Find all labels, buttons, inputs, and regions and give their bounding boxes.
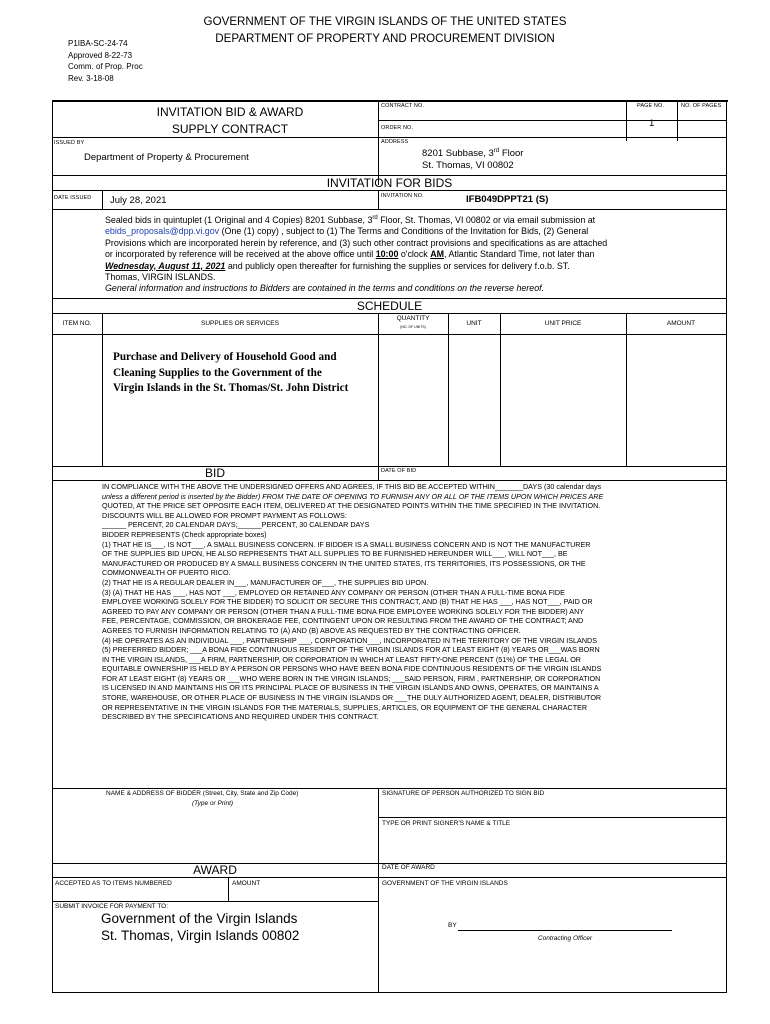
bid-line: OR REPRESENTATIVE IN THE VIRGIN ISLANDS FOR THE MATERIALS, SUPPLIES, ARTICLES, OR EQUIPMENT OF THE GENERAL CHARACTER — [102, 702, 588, 712]
date-of-award-label: DATE OF AWARD — [382, 864, 435, 871]
item-description — [113, 350, 348, 397]
col-unit: UNIT — [466, 320, 482, 327]
col-quantity-sub: (NO. OF UNITS) — [400, 325, 426, 329]
bid-line: AGREES TO FURNISH INFORMATION RELATING TO (A) AND (B) ABOVE AS REQUESTED BY THE CONTRACTING OFFICER. — [102, 625, 521, 635]
contracting-officer-label: Contracting Officer — [537, 935, 593, 942]
address-line-1: 8201 Subbase, 3rd Floor — [422, 148, 524, 160]
bidder-name-address-field[interactable] — [56, 812, 374, 858]
amount-label: AMOUNT — [232, 880, 261, 887]
invitation-no-value: IFB049DPPT21 (S) — [466, 194, 549, 205]
bid-line: MANUFACTURED OR PRODUCED BY A SMALL BUSINESS CONCERN IN THE UNITED STATES, ITS TERRITORIES, ITS POSSESSIONS, OR THE — [102, 558, 586, 568]
signature-label: SIGNATURE OF PERSON AUTHORIZED TO SIGN BID — [382, 790, 545, 797]
by-label: BY — [448, 922, 457, 929]
col-amount: AMOUNT — [666, 320, 696, 327]
schedule-title: SCHEDULE — [356, 299, 423, 313]
bid-line: COMMONWEALTH OF PUERTO RICO. — [102, 568, 231, 578]
order-no-label: ORDER NO. — [381, 125, 414, 131]
date-issued-label: DATE ISSUED — [54, 195, 92, 201]
bid-line: IN THE VIRGIN ISLANDS, ___A FIRM, PARTNERSHIP, OR CORPORATION IN WHICH AT LEAST FIFTY-ONE PERCENT (51%) OF THE LEGAL OR — [102, 654, 581, 664]
award-title: AWARD — [193, 863, 237, 877]
accepted-items-label: ACCEPTED AS TO ITEMS NUMBERED — [55, 880, 172, 887]
form-meta-line: Approved 8-22-73 — [68, 50, 133, 60]
form-meta — [68, 38, 143, 84]
invitation-line: Provisions which are incorporated herein by reference, and (3) such other contract provisions and specifications as are attached — [105, 237, 608, 248]
header-line-2: DEPARTMENT OF PROPERTY AND PROCUREMENT DIVISION — [215, 31, 555, 45]
govt-vi-label: GOVERNMENT OF THE VIRGIN ISLANDS — [382, 880, 508, 887]
form-meta-line: P1IBA-SC-24-74 — [68, 39, 128, 48]
signature-field[interactable] — [382, 798, 722, 816]
invitation-line: Wednesday, August 11, 2021 and publicly open thereafter for furnishing the supplies or services for delivery f.o.b. ST. — [105, 260, 570, 271]
item-description-line: Purchase and Delivery of Household Good and — [113, 351, 337, 363]
bid-line: (3) (A) THAT HE HAS ___, HAS NOT ___, EMPLOYED OR RETAINED ANY COMPANY OR PERSON (OTHER THAN A FULL-TIME BONA FIDE — [102, 587, 565, 597]
date-of-bid-label: DATE OF BID — [381, 468, 417, 474]
form-title-line-2: SUPPLY CONTRACT — [171, 122, 289, 136]
form-title — [110, 104, 350, 138]
bid-terms — [102, 482, 722, 722]
issued-by-value: Department of Property & Procurement — [84, 152, 249, 163]
header-line-1: GOVERNMENT OF THE VIRGIN ISLANDS OF THE UNITED STATES — [203, 15, 567, 28]
invoice-address — [101, 911, 299, 944]
bid-line: FOR AT LEAST EIGHT (8) YEARS OR ___WHO WERE BORN IN THE VIRGIN ISLANDS; ___SAID PERSON, FIRM , PARTNERSHIP, OR CORPORATION — [102, 673, 601, 683]
invitation-section-title: INVITATION FOR BIDS — [326, 176, 453, 190]
document-header — [150, 14, 620, 47]
invoice-address-line: Government of the Virgin Islands — [101, 911, 298, 926]
item-description-line: Virgin Islands in the St. Thomas/St. John District — [113, 382, 349, 394]
date-issued-value: July 28, 2021 — [110, 195, 167, 206]
bid-line: ______ PERCENT, 20 CALENDAR DAYS;______PERCENT, 30 CALENDAR DAYS — [102, 520, 370, 530]
bid-line: OF THE SUPPLIES BID UPON, HE ALSO REPRESENTS THAT ALL SUPPLIES TO BE FURNISHED HEREUNDER WILL___, WILL NOT___, BE — [102, 549, 568, 559]
bid-title: BID — [204, 466, 225, 480]
bid-line: STORE, WAREHOUSE, OR OTHER PLACE OF BUSINESS IN THE VIRGIN ISLANDS OR ___THE DULY AUTHORIZED AGENT, DEALER, DISTRIBUTOR — [102, 693, 602, 703]
bid-line: (2) THAT HE IS A REGULAR DEALER IN___, MANUFACTURER OF___, THE SUPPLIES BID UPON. — [102, 577, 429, 587]
bidder-name-address-label: NAME & ADDRESS OF BIDDER (Street, City, State and Zip Code) — [106, 790, 299, 797]
invoice-address-line: St. Thomas, Virgin Islands 00802 — [101, 927, 300, 943]
invitation-body — [105, 213, 725, 295]
contracting-officer-signature-line[interactable] — [458, 930, 672, 931]
col-item-no: ITEM NO. — [62, 320, 92, 327]
invitation-line: Sealed bids in quintuplet (1 Original and 4 Copies) 8201 Subbase, 3rd Floor, St. Thomas, VI 00802 or via email submission at — [105, 214, 596, 225]
bid-line: IN COMPLIANCE WITH THE ABOVE THE UNDERSIGNED OFFERS AND AGREES, IF THIS BID BE ACCEPTED WITHIN_______DAYS (30 calendar days — [102, 482, 602, 491]
signer-name-field[interactable] — [382, 830, 722, 860]
invitation-line: General information and instructions to Bidders are contained in the terms and conditions on the reverse hereof. — [105, 283, 545, 294]
bid-line: (1) THAT HE IS___, IS NOT___, A SMALL BUSINESS CONCERN. IF BIDDER IS A SMALL BUSINESS CONCERN AND IS NOT THE MANUFACTURER — [102, 539, 591, 549]
issued-by-label: ISSUED BY — [54, 140, 85, 146]
item-description-line: Cleaning Supplies to the Government of the — [113, 366, 322, 379]
page-no-label: PAGE NO. — [637, 103, 664, 109]
col-supplies: SUPPLIES OR SERVICES — [201, 320, 279, 327]
bid-line: QUOTED, AT THE PRICE SET OPPOSITE EACH ITEM, DELIVERED AT THE DESIGNATED POINTS WITHIN THE TIME SPECIFIED IN THE INVITATION. — [102, 501, 601, 511]
contract-no-label: CONTRACT NO. — [381, 103, 424, 109]
bid-line: (5) PREFERRED BIDDER; ___A BONA FIDE CONTINUOUS RESIDENT OF THE VIRGIN ISLANDS FOR AT LEAST EIGHT (8) YEARS OR___WAS BORN — [102, 645, 600, 655]
address-value — [422, 145, 523, 172]
form-meta-line: Comm. of Prop. Proc — [68, 62, 143, 71]
invitation-line: or incorporated by reference will be received at the above office until 10:00 o'clock AM, Atlantic Standard Time, not later than — [105, 249, 595, 260]
form-title-line-1: INVITATION BID & AWARD — [156, 105, 304, 119]
bid-line: AGREED TO PAY ANY COMPANY OR PERSON (OTHER THAN A FULL-TIME BONA FIDE EMPLOYEE WORKING SOLELY FOR THE BIDDER) ANY — [102, 606, 585, 616]
col-unit-price: UNIT PRICE — [544, 320, 582, 327]
signer-name-label: TYPE OR PRINT SIGNER'S NAME & TITLE — [382, 820, 511, 827]
email-link[interactable]: ebids_proposals@dpp.vi.gov — [105, 226, 220, 237]
bid-line: EQUITABLE OWNERSHIP IS HELD BY A PERSON OR PERSONS WHO HAVE BEEN BONA FIDE CONTINUOUS RESIDENTS OF THE VIRGIN ISLANDS — [102, 664, 602, 674]
address-label: ADDRESS — [381, 139, 409, 145]
submit-invoice-label: SUBMIT INVOICE FOR PAYMENT TO: — [55, 903, 169, 910]
bid-line: DESCRIBED BY THE SPECIFICATIONS AND REQUIRED UNDER THIS CONTRACT. — [102, 712, 379, 722]
invitation-line: Thomas, VIRGIN ISLANDS. — [105, 272, 216, 282]
no-of-pages-label: NO. OF PAGES — [681, 103, 722, 109]
address-line-2: St. Thomas, VI 00802 — [422, 160, 514, 172]
col-quantity: QUANTITY — [396, 315, 430, 322]
bid-line: IS LICENSED IN AND MAINTAINS HIS OR ITS PRINCIPAL PLACE OF BUSINESS IN THE VIRGIN ISLANDS AND OWNS, OPERATES, OR MAINTAINS A — [102, 683, 599, 693]
bid-line: unless a different period is inserted by the Bidder) FROM THE DATE OF OPENING TO FURNISH ANY OR ALL OF THE ITEMS UPON WHICH PRICES ARE — [102, 491, 604, 501]
bid-line: (4) HE OPERATES AS AN INDIVIDUAL ___, PARTNERSHIP ___, CORPORATION___, INCORPORATED IN THE TERRITORY OF THE VIRGIN ISLANDS — [102, 635, 597, 645]
page-no-value: 1 — [649, 118, 655, 129]
bid-line: FEE, PERCENTAGE, COMMISSION, OR BROKERAGE FEE, CONTINGENT UPON OR RESULTING FROM THE AWARD OF THE CONTRACT; AND — [102, 616, 584, 626]
bid-line: BIDDER REPRESENTS (Check appropriate boxes) — [102, 529, 267, 539]
invitation-line: ebids_proposals@dpp.vi.gov (One (1) copy) , subject to (1) The Terms and Conditions of the Invitation for Bids, (2) General — [105, 226, 589, 237]
form-meta-line: Rev. 3-18-08 — [68, 73, 114, 83]
type-or-print-label: (Type or Print) — [192, 800, 234, 807]
invitation-no-label: INVITATION NO. — [381, 193, 424, 199]
bid-line: EMPLOYEE WORKING SOLELY FOR THE BIDDER) TO SOLICIT OR SECURE THIS CONTRACT, AND (B) THAT HE HAS ___, HAS NOT___, PAID OR — [102, 597, 593, 607]
bid-line: DISCOUNTS WILL BE ALLOWED FOR PROMPT PAYMENT AS FOLLOWS: — [102, 510, 347, 520]
